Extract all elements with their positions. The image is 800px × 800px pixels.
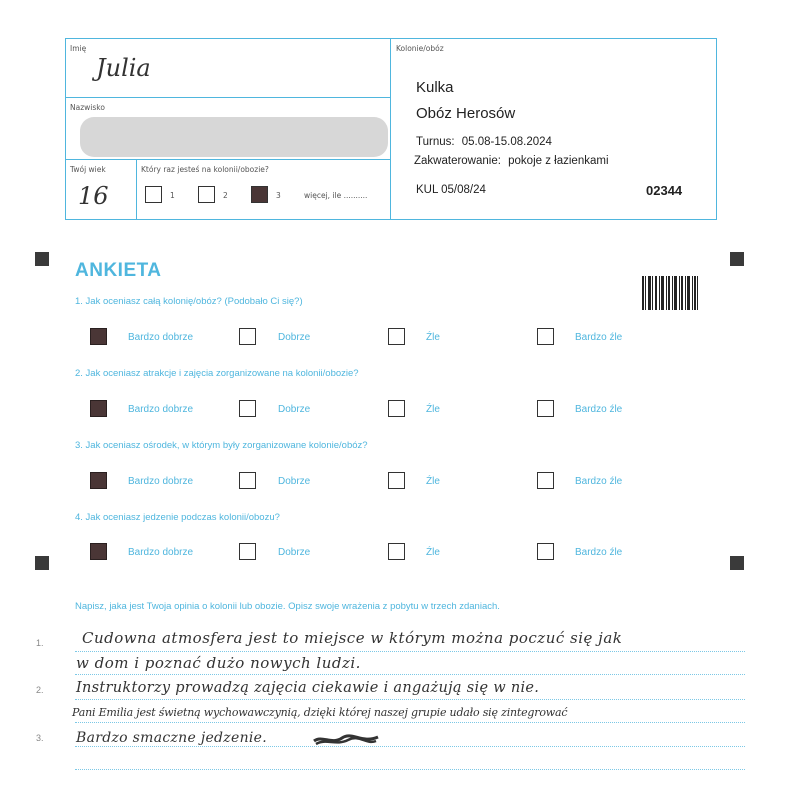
zakwaterowanie-row: [414, 155, 609, 167]
camp-title: Obóz Herosów: [416, 105, 516, 122]
q3-option-bardzo-dobrze-checkbox[interactable]: [90, 472, 107, 489]
q4-option-bardzo-zle-checkbox[interactable]: [537, 543, 554, 560]
q4-option-bardzo-dobrze-label: Bardzo dobrze: [128, 547, 194, 558]
q4-option-zle-checkbox[interactable]: [388, 543, 405, 560]
zakwaterowanie-label: Zakwaterowanie:: [414, 155, 501, 167]
q3-option-zle-checkbox[interactable]: [388, 472, 405, 489]
ktory-raz-label: Który raz jesteś na kolonii/obozie?: [141, 165, 269, 174]
q3-option-dobrze-checkbox[interactable]: [239, 472, 256, 489]
question-3: 3. Jak oceniasz ośrodek, w którym były zorganizowane kolonie/obóz?: [75, 440, 368, 451]
camp-name: Kulka: [416, 79, 454, 96]
q1-option-dobrze-label: Dobrze: [278, 332, 311, 343]
form-number: 02344: [646, 183, 683, 198]
q1-option-bardzo-zle-checkbox[interactable]: [537, 328, 554, 345]
q1-option-bardzo-dobrze-label: Bardzo dobrze: [128, 332, 194, 343]
ktory-raz-checkbox-2[interactable]: [198, 186, 215, 203]
q2-option-zle-checkbox[interactable]: [388, 400, 405, 417]
header-divider: [390, 38, 391, 220]
q4-option-bardzo-zle-label: Bardzo źle: [575, 547, 623, 558]
ktory-raz-checkbox-1[interactable]: [145, 186, 162, 203]
answer-number-3: 3.: [36, 733, 44, 743]
kolonie-label: Kolonie/obóz: [396, 44, 444, 53]
q1-option-zle-checkbox[interactable]: [388, 328, 405, 345]
ktory-raz-option-1: 1: [170, 191, 175, 200]
alignment-marker: [35, 252, 49, 266]
answer-number-1: 1.: [36, 638, 44, 648]
question-1: 1. Jak oceniasz całą kolonię/obóz? (Podobało Ci się?): [75, 296, 303, 307]
answer-line: [75, 721, 745, 723]
q2-option-bardzo-zle-checkbox[interactable]: [537, 400, 554, 417]
answer-line: [75, 673, 745, 675]
wiecej-label: więcej, ile ..........: [304, 191, 368, 200]
answer-text[interactable]: Bardzo smaczne jedzenie.: [76, 730, 267, 746]
q2-option-bardzo-zle-label: Bardzo źle: [575, 404, 623, 415]
q2-option-bardzo-dobrze-label: Bardzo dobrze: [128, 404, 194, 415]
q2-option-dobrze-checkbox[interactable]: [239, 400, 256, 417]
q3-option-bardzo-zle-checkbox[interactable]: [537, 472, 554, 489]
alignment-marker: [35, 556, 49, 570]
q4-option-dobrze-checkbox[interactable]: [239, 543, 256, 560]
q2-option-dobrze-label: Dobrze: [278, 404, 311, 415]
turnus-row: [416, 136, 552, 148]
q1-option-zle-label: Źle: [426, 332, 440, 343]
question-2: 2. Jak oceniasz atrakcje i zajęcia zorganizowane na kolonii/obozie?: [75, 368, 359, 379]
answer-text[interactable]: Pani Emilia jest świetną wychowawczynią, dzięki której naszej grupie udało się zintegrować: [72, 706, 568, 719]
barcode: [642, 276, 698, 310]
wiek-value[interactable]: 16: [78, 182, 109, 210]
q1-option-bardzo-dobrze-checkbox[interactable]: [90, 328, 107, 345]
question-4: 4. Jak oceniasz jedzenie podczas kolonii/obozu?: [75, 512, 280, 523]
q2-option-bardzo-dobrze-checkbox[interactable]: [90, 400, 107, 417]
form-code: KUL 05/08/24: [416, 184, 486, 196]
q3-option-bardzo-zle-label: Bardzo źle: [575, 476, 623, 487]
imie-value[interactable]: Julia: [96, 54, 151, 82]
divider-nazwisko: [65, 159, 391, 160]
answer-text[interactable]: Cudowna atmosfera jest to miejsce w którym można poczuć się jak: [82, 629, 623, 647]
wiek-label: Twój wiek: [70, 165, 106, 174]
nazwisko-redacted: [80, 117, 388, 157]
zakwaterowanie-value: pokoje z łazienkami: [508, 155, 609, 167]
q4-option-bardzo-dobrze-checkbox[interactable]: [90, 543, 107, 560]
ktory-raz-option-3: 3: [276, 191, 281, 200]
q3-option-bardzo-dobrze-label: Bardzo dobrze: [128, 476, 194, 487]
q4-option-zle-label: Źle: [426, 547, 440, 558]
answer-line: [75, 698, 745, 700]
ktory-raz-option-2: 2: [223, 191, 228, 200]
turnus-label: Turnus:: [416, 136, 455, 148]
answer-line: [75, 650, 745, 652]
q2-option-zle-label: Źle: [426, 404, 440, 415]
q4-option-dobrze-label: Dobrze: [278, 547, 311, 558]
turnus-value: 05.08-15.08.2024: [461, 136, 552, 148]
imie-label: Imię: [70, 44, 87, 53]
answer-text[interactable]: Instruktorzy prowadzą zajęcia ciekawie i angażują się w nie.: [76, 680, 540, 696]
q1-option-bardzo-zle-label: Bardzo źle: [575, 332, 623, 343]
divider-imie: [65, 97, 391, 98]
answer-line: [75, 768, 745, 770]
alignment-marker: [730, 556, 744, 570]
alignment-marker: [730, 252, 744, 266]
q3-option-zle-label: Źle: [426, 476, 440, 487]
answer-number-2: 2.: [36, 685, 44, 695]
divider-wiek: [136, 159, 137, 219]
q1-option-dobrze-checkbox[interactable]: [239, 328, 256, 345]
nazwisko-label: Nazwisko: [70, 103, 105, 112]
answer-text[interactable]: w dom i poznać dużo nowych ludzi.: [76, 654, 361, 672]
survey-title: ANKIETA: [75, 260, 162, 281]
opinion-prompt: Napisz, jaka jest Twoja opinia o kolonii lub obozie. Opisz swoje wrażenia z pobytu w trzech zdaniach.: [75, 601, 500, 612]
q3-option-dobrze-label: Dobrze: [278, 476, 311, 487]
ktory-raz-checkbox-3[interactable]: [251, 186, 268, 203]
scribble-mark: [312, 733, 380, 747]
